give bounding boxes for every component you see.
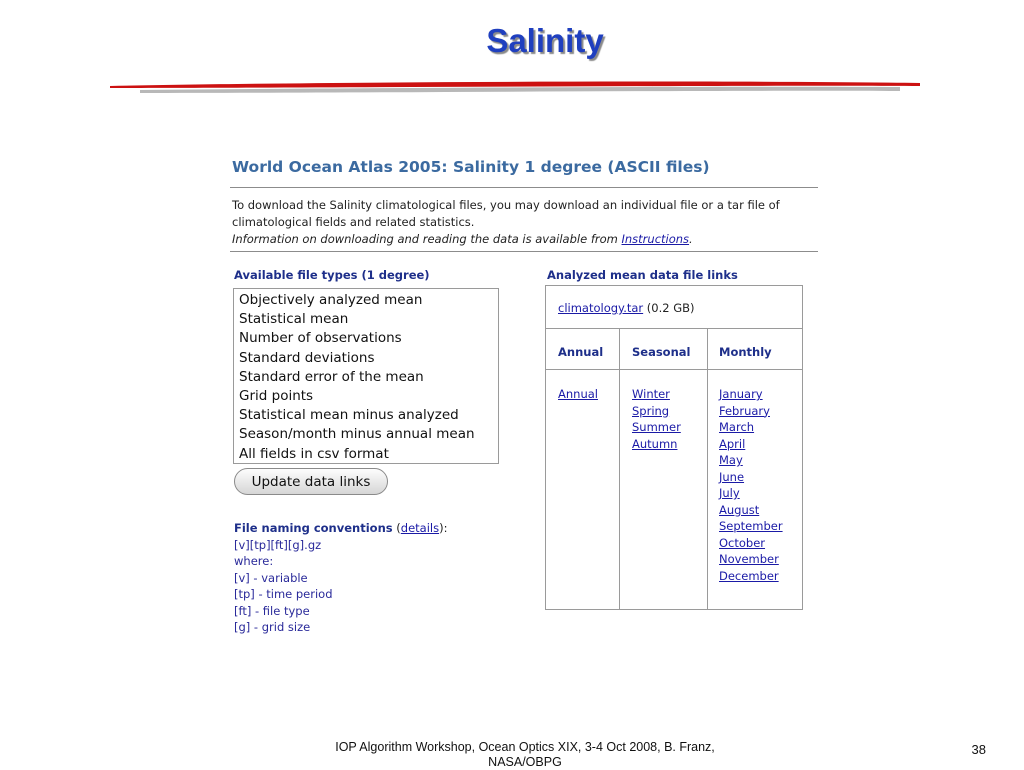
info-suffix: . <box>689 232 693 246</box>
season-link-winter[interactable]: Winter <box>632 387 670 401</box>
file-types-listbox[interactable] <box>233 288 499 464</box>
title-underline-swoosh <box>100 76 930 100</box>
month-link-may[interactable]: May <box>719 453 743 467</box>
header-annual: Annual <box>558 345 604 359</box>
month-link-december[interactable]: December <box>719 568 779 583</box>
naming-label: File naming conventions <box>234 521 393 535</box>
divider <box>230 251 818 252</box>
details-link[interactable]: details <box>400 521 440 535</box>
intro-line-1: To download the Salinity climatological files, you may download an individual file or a tar file of <box>232 198 780 212</box>
woa-page-screenshot <box>230 150 820 650</box>
naming-time-period: [tp] - time period <box>234 587 333 601</box>
table-header-row <box>546 329 802 370</box>
file-types-label: Available file types (1 degree) <box>234 268 430 282</box>
file-type-option[interactable]: Grid points <box>239 388 314 405</box>
file-type-option[interactable]: Season/month minus annual mean <box>239 426 475 443</box>
page-number: 38 <box>971 742 986 757</box>
annual-links <box>558 386 598 403</box>
month-link-january[interactable]: January <box>719 387 763 401</box>
tar-cell <box>558 301 695 315</box>
data-links-table <box>545 285 803 610</box>
monthly-links <box>719 386 783 584</box>
update-data-links-button[interactable]: Update data links <box>234 468 388 495</box>
naming-open-paren: ( <box>392 521 401 535</box>
file-type-option[interactable]: Standard deviations <box>239 349 375 366</box>
file-type-option[interactable]: Number of observations <box>239 330 402 347</box>
header-monthly: Monthly <box>719 345 772 359</box>
header-seasonal: Seasonal <box>632 345 691 359</box>
naming-pattern: [v][tp][ft][g].gz <box>234 537 322 552</box>
month-link-august[interactable]: August <box>719 502 760 517</box>
season-link-spring[interactable]: Spring <box>632 403 670 418</box>
month-link-june[interactable]: June <box>719 469 745 484</box>
column-divider <box>707 329 708 609</box>
season-link-summer[interactable]: Summer <box>632 420 681 434</box>
slide-footer: IOP Algorithm Workshop, Ocean Optics XIX, 3-4 Oct 2008, B. Franz, NASA/OBPG <box>335 740 715 769</box>
info-prefix: Information on downloading and reading the data is available from <box>232 232 622 246</box>
month-link-april[interactable]: April <box>719 436 746 451</box>
season-link-autumn[interactable]: Autumn <box>632 436 678 451</box>
file-naming-conventions <box>234 520 447 636</box>
instructions-link[interactable]: Instructions <box>621 232 690 246</box>
annual-link[interactable]: Annual <box>558 387 598 401</box>
naming-close-paren: ): <box>439 521 448 535</box>
naming-heading <box>234 520 447 537</box>
month-link-march[interactable]: March <box>719 420 755 434</box>
month-link-february[interactable]: February <box>719 403 770 418</box>
tar-row <box>546 286 802 329</box>
column-divider <box>619 329 620 609</box>
intro-line-3 <box>232 231 820 248</box>
divider <box>230 187 818 188</box>
file-type-option[interactable]: Statistical mean <box>239 311 349 328</box>
naming-variable: [v] - variable <box>234 570 308 585</box>
page-heading: World Ocean Atlas 2005: Salinity 1 degree (ASCII files) <box>232 158 710 176</box>
month-link-november[interactable]: November <box>719 552 779 566</box>
file-type-option[interactable]: Statistical mean minus analyzed <box>239 407 459 424</box>
month-link-september[interactable]: September <box>719 519 783 533</box>
month-link-july[interactable]: July <box>719 486 740 500</box>
slide-title: Salinity <box>486 22 604 59</box>
climatology-tar-link[interactable]: climatology.tar <box>558 301 644 315</box>
links-table-label: Analyzed mean data file links <box>547 268 738 282</box>
month-link-october[interactable]: October <box>719 535 766 550</box>
naming-where: where: <box>234 554 274 568</box>
file-type-option[interactable]: Objectively analyzed mean <box>239 292 423 308</box>
naming-file-type: [ft] - file type <box>234 603 310 618</box>
intro-line-2: climatological fields and related statistics. <box>232 215 475 229</box>
naming-grid-size: [g] - grid size <box>234 620 311 634</box>
tar-size: (0.2 GB) <box>643 301 695 315</box>
file-type-option[interactable]: All fields in csv format <box>239 445 389 462</box>
intro-text <box>232 197 820 248</box>
seasonal-links <box>632 386 681 452</box>
file-type-option[interactable]: Standard error of the mean <box>239 368 424 385</box>
